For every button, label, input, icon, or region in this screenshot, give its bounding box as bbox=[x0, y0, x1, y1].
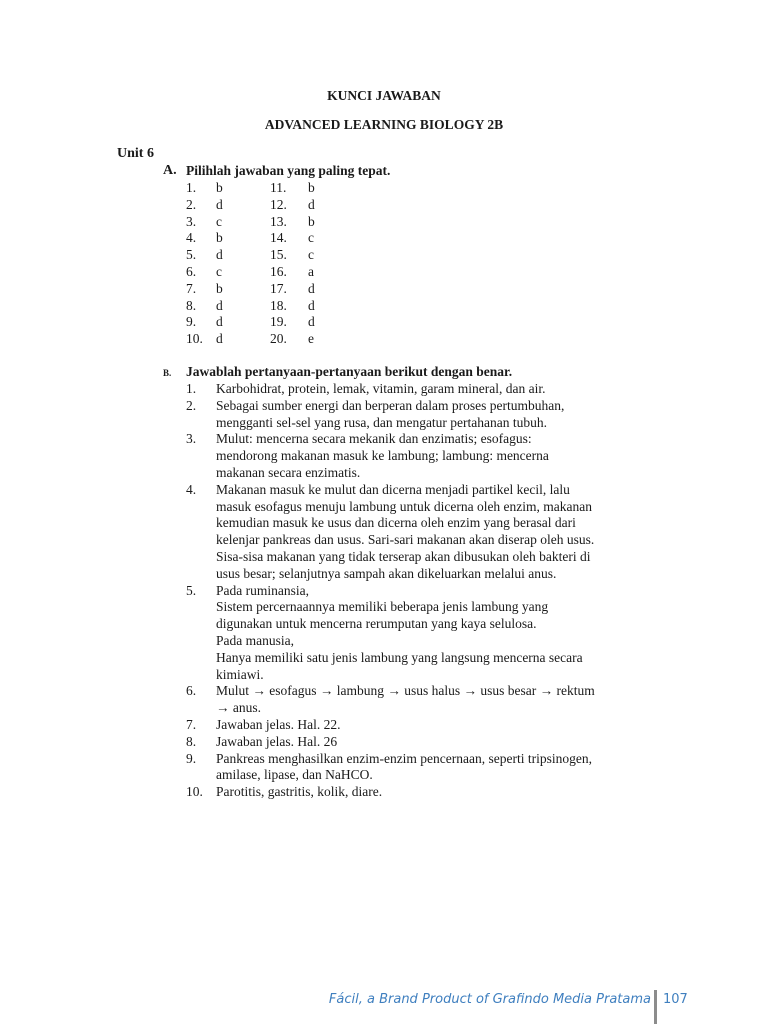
answer-letter: a bbox=[308, 264, 314, 279]
essay-line: Hanya memiliki satu jenis lambung yang langsung mencerna secara bbox=[216, 649, 583, 665]
answer-letter: c bbox=[216, 213, 222, 229]
answer-letter: d bbox=[308, 297, 315, 313]
answer-letter: d bbox=[216, 314, 223, 330]
answer-letter: b bbox=[308, 213, 315, 229]
essay-line: Jawaban jelas. Hal. 22. bbox=[216, 716, 341, 732]
essay-line: Sistem percernaannya memiliki beberapa jenis lambung yang bbox=[216, 599, 549, 615]
essay-number: 3. bbox=[186, 431, 197, 447]
answer-row bbox=[0, 197, 768, 214]
essay-item bbox=[186, 398, 656, 432]
essay-number: 2. bbox=[186, 397, 197, 413]
essay-line: kemudian masuk ke usus dan dicerna oleh enzim yang berasal dari bbox=[216, 515, 576, 531]
essay-item bbox=[186, 717, 656, 734]
essay-item bbox=[186, 751, 656, 785]
essay-line: makanan secara enzimatis. bbox=[216, 464, 361, 480]
essay-item bbox=[186, 583, 656, 684]
doc-title: KUNCI JAWABAN bbox=[327, 88, 441, 103]
section-b-heading: Jawablah pertanyaan-pertanyaan berikut dengan benar. bbox=[186, 364, 513, 379]
answer-letter: b bbox=[308, 180, 315, 195]
answer-number: 19. bbox=[270, 314, 287, 330]
answer-number: 12. bbox=[270, 196, 287, 212]
essay-item bbox=[186, 683, 656, 717]
essay-line: Jawaban jelas. Hal. 26 bbox=[216, 733, 338, 749]
answer-letter: d bbox=[216, 196, 223, 212]
essay-line: mengganti sel-sel yang rusa, dan mengatur pertahanan tubuh. bbox=[216, 414, 548, 430]
essay-line: usus besar; selanjutnya sampah akan dikeluarkan melalui anus. bbox=[216, 565, 557, 581]
answer-number: 9. bbox=[186, 314, 197, 330]
essay-line: kimiawi. bbox=[216, 666, 264, 682]
answer-row bbox=[0, 230, 768, 247]
answer-row bbox=[0, 281, 768, 298]
essay-line: Makanan masuk ke mulut dan dicerna menjadi partikel kecil, lalu bbox=[216, 481, 570, 497]
essay-number: 4. bbox=[186, 481, 197, 497]
answer-row bbox=[0, 331, 768, 348]
essay-number: 10. bbox=[186, 784, 203, 800]
answer-number: 7. bbox=[186, 280, 197, 296]
answer-letter: d bbox=[308, 280, 315, 296]
answer-row bbox=[0, 298, 768, 315]
answer-letter: b bbox=[216, 180, 223, 195]
essay-number: 9. bbox=[186, 750, 197, 766]
answer-number: 11. bbox=[270, 180, 287, 195]
section-b-letter: B. bbox=[163, 368, 172, 378]
answer-number: 20. bbox=[270, 331, 287, 347]
essay-item bbox=[186, 431, 656, 481]
answer-number: 2. bbox=[186, 196, 197, 212]
answer-letter: c bbox=[216, 264, 222, 279]
essay-line: → anus. bbox=[216, 700, 261, 716]
essay-line: Pada ruminansia, bbox=[216, 582, 309, 598]
answer-letter: b bbox=[216, 280, 223, 296]
footer-divider bbox=[654, 990, 657, 1024]
answer-letter: c bbox=[308, 247, 314, 263]
essay-answers bbox=[186, 381, 656, 801]
page-number: 107 bbox=[663, 992, 688, 1007]
answer-number: 17. bbox=[270, 280, 287, 296]
essay-number: 7. bbox=[186, 716, 197, 732]
answer-row bbox=[0, 264, 768, 281]
essay-item bbox=[186, 482, 656, 583]
section-a-letter: A. bbox=[163, 163, 177, 178]
essay-line: Sisa-sisa makanan yang tidak terserap akan dibusukan oleh bakteri di bbox=[216, 548, 591, 564]
answer-number: 5. bbox=[186, 247, 197, 263]
essay-line: Parotitis, gastritis, kolik, diare. bbox=[216, 784, 383, 800]
answer-letter: c bbox=[308, 230, 314, 246]
answer-number: 15. bbox=[270, 247, 287, 263]
doc-subtitle: ADVANCED LEARNING BIOLOGY 2B bbox=[264, 117, 504, 132]
answer-row bbox=[0, 214, 768, 231]
answer-number: 13. bbox=[270, 213, 287, 229]
essay-line: Karbohidrat, protein, lemak, vitamin, garam mineral, dan air. bbox=[216, 381, 546, 396]
essay-item bbox=[186, 784, 656, 801]
unit-heading: Unit 6 bbox=[117, 146, 154, 161]
answer-number: 3. bbox=[186, 213, 197, 229]
essay-item bbox=[186, 381, 656, 398]
essay-number: 8. bbox=[186, 733, 197, 749]
answer-number: 18. bbox=[270, 297, 287, 313]
answer-letter: b bbox=[216, 230, 223, 246]
answer-letter: d bbox=[216, 247, 223, 263]
essay-number: 5. bbox=[186, 582, 197, 598]
section-a-heading: Pilihlah jawaban yang paling tepat. bbox=[186, 163, 391, 178]
answer-letter: e bbox=[308, 331, 314, 347]
essay-number: 6. bbox=[186, 683, 197, 699]
essay-line: Mulut → esofagus → lambung → usus halus → usus besar → rektum bbox=[216, 683, 595, 699]
essay-line: Pankreas menghasilkan enzim-enzim pencernaan, seperti tripsinogen, bbox=[216, 750, 592, 766]
essay-line: Mulut: mencerna secara mekanik dan enzimatis; esofagus: bbox=[216, 431, 532, 447]
answer-number: 8. bbox=[186, 297, 197, 313]
essay-line: Sebagai sumber energi dan berperan dalam proses pertumbuhan, bbox=[216, 397, 565, 413]
answer-number: 10. bbox=[186, 331, 203, 347]
answer-number: 16. bbox=[270, 264, 287, 279]
essay-item bbox=[186, 734, 656, 751]
answer-row bbox=[0, 314, 768, 331]
answer-row bbox=[0, 180, 768, 197]
essay-line: Pada manusia, bbox=[216, 632, 294, 648]
essay-line: masuk esofagus menuju lambung untuk dicerna oleh enzim, makanan bbox=[216, 498, 593, 514]
answer-letter: d bbox=[216, 297, 223, 313]
essay-line: mendorong makanan masuk ke lambung; lambung: mencerna bbox=[216, 448, 549, 464]
answer-number: 4. bbox=[186, 230, 197, 246]
answer-number: 6. bbox=[186, 264, 197, 279]
essay-line: amilase, lipase, dan NaHCO. bbox=[216, 767, 373, 783]
essay-line: digunakan untuk mencerna rerumputan yang kaya selulosa. bbox=[216, 616, 537, 632]
footer-brand-text: Fácil, a Brand Product of Grafindo Media Pratama bbox=[328, 992, 651, 1007]
essay-line: kelenjar pankreas dan usus. Sari-sari makanan akan diserap oleh usus. bbox=[216, 532, 595, 548]
answer-letter: d bbox=[308, 196, 315, 212]
answer-number: 1. bbox=[186, 180, 197, 195]
answer-letter: d bbox=[216, 331, 223, 347]
answer-letter: d bbox=[308, 314, 315, 330]
answer-number: 14. bbox=[270, 230, 287, 246]
essay-number: 1. bbox=[186, 381, 197, 396]
answer-row bbox=[0, 247, 768, 264]
